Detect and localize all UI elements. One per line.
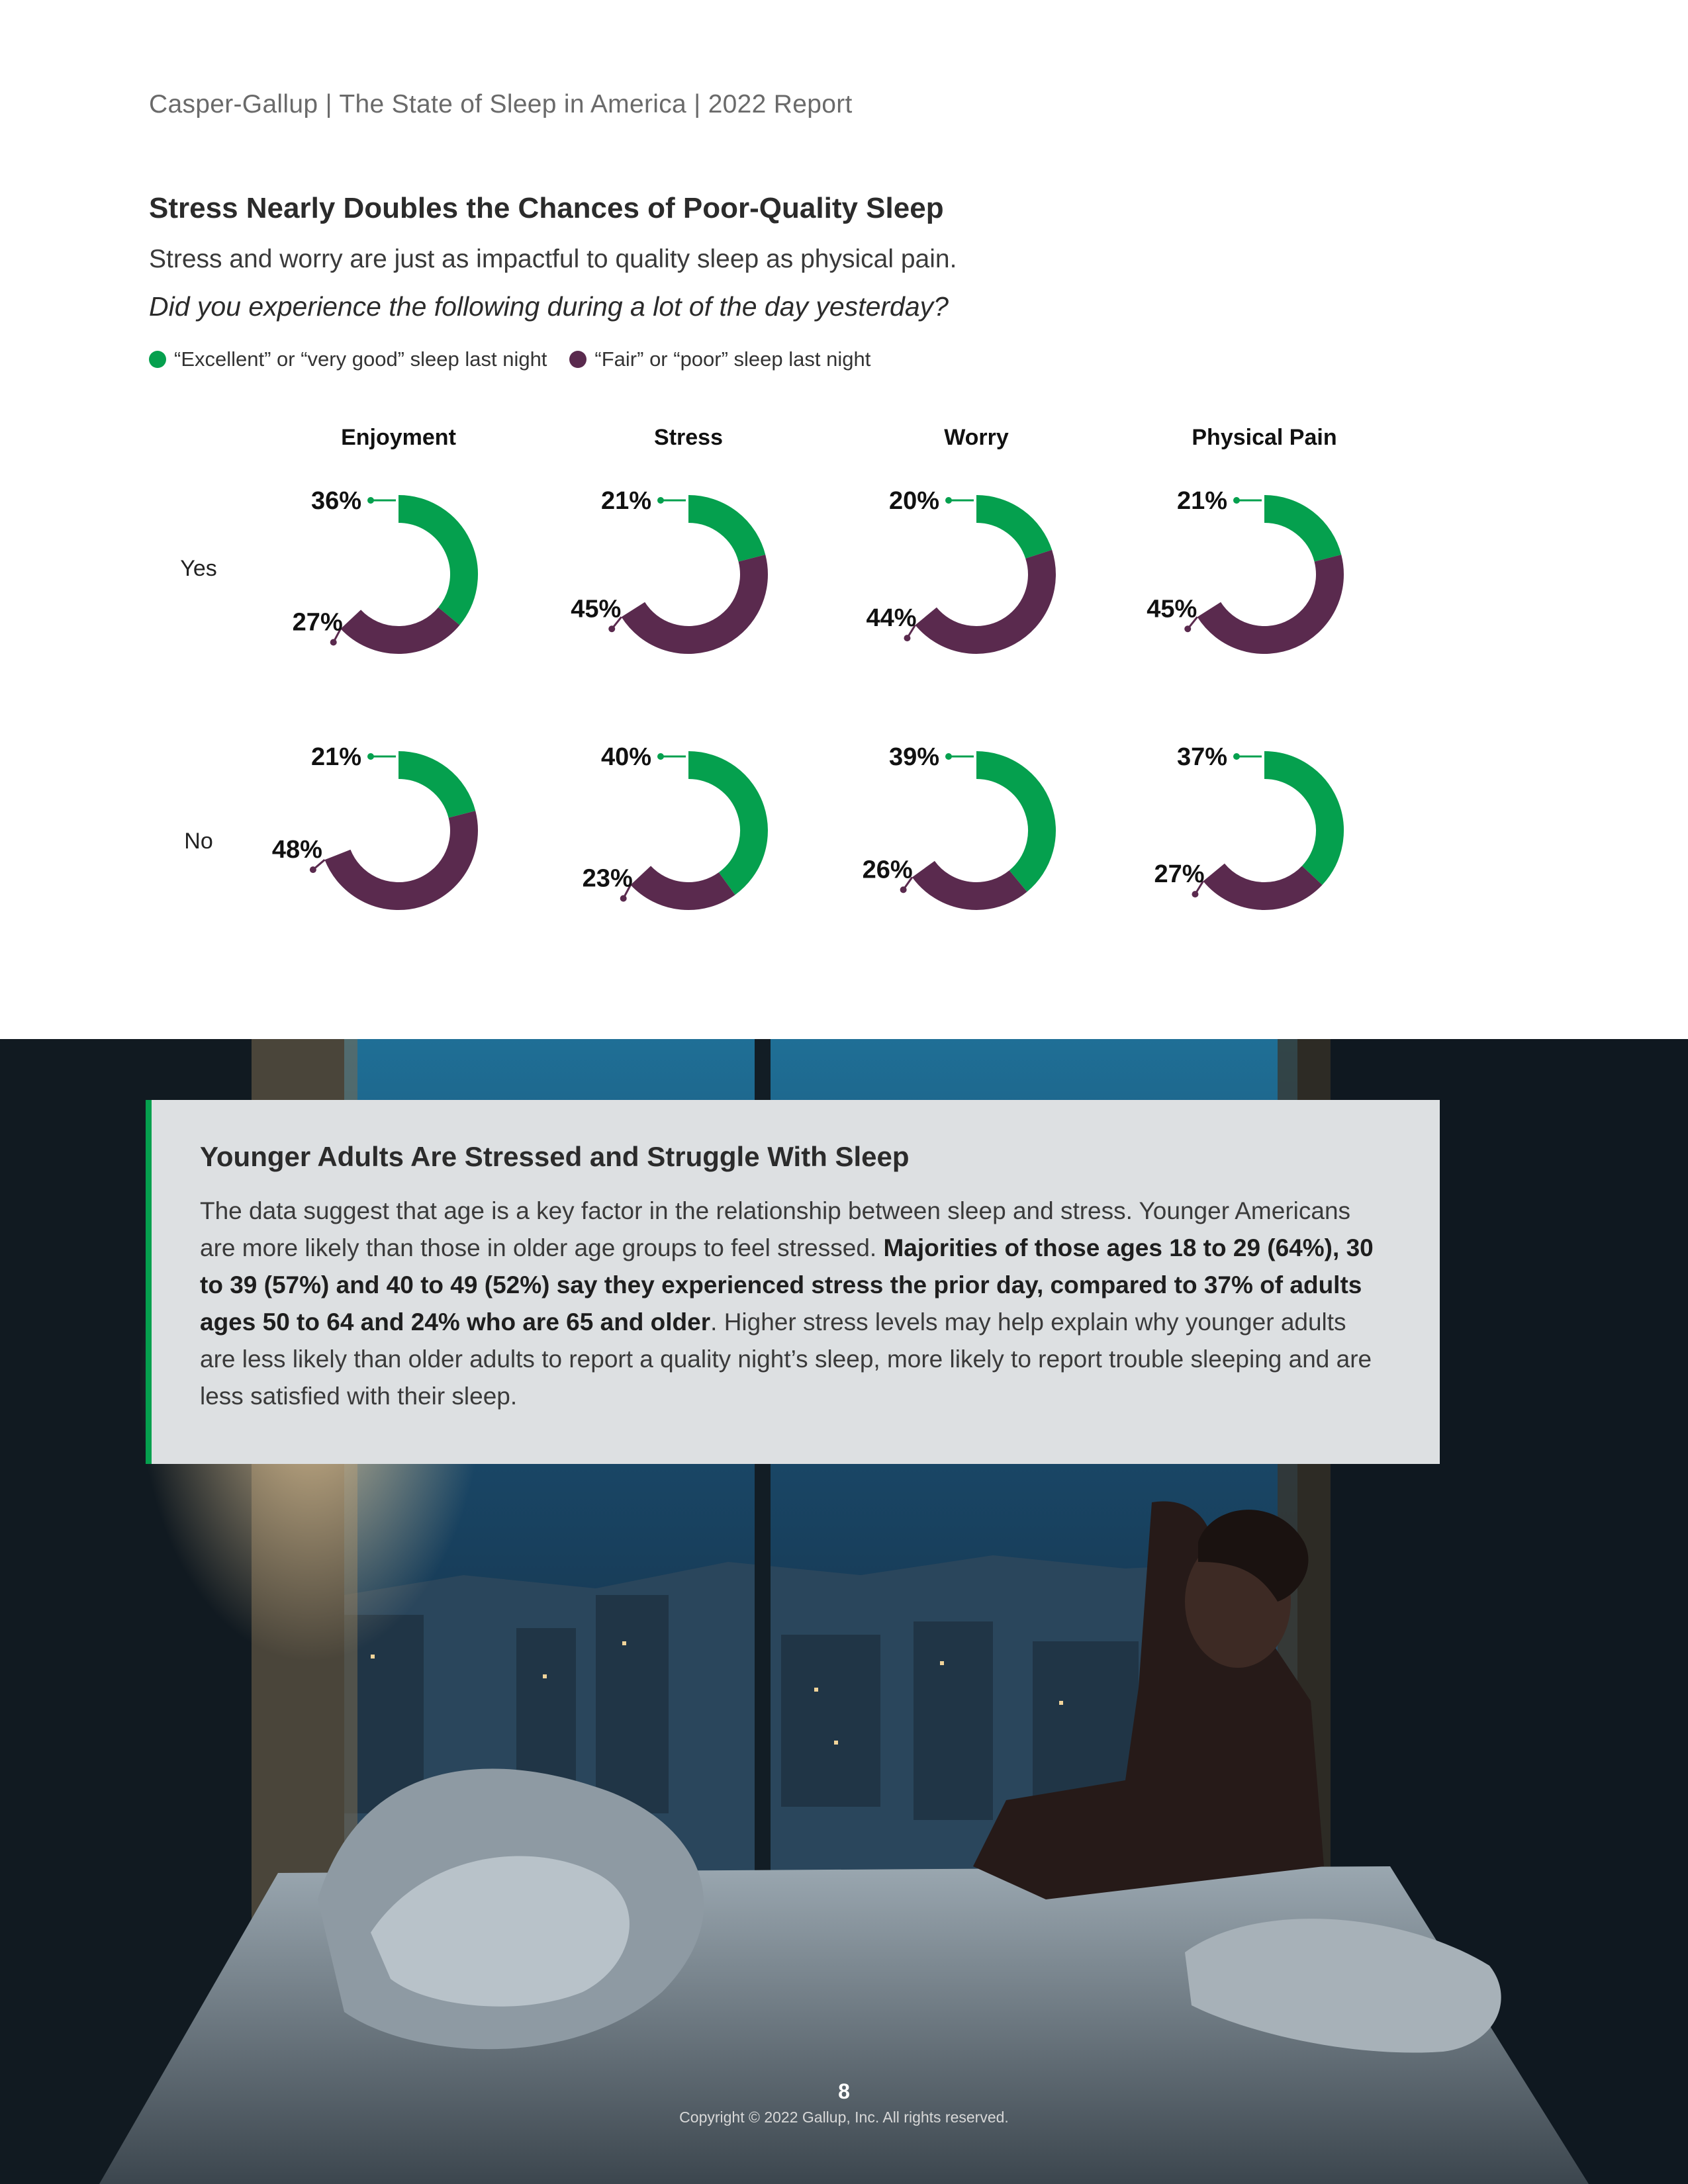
donut-poor-slice-no-1 xyxy=(641,876,727,896)
copyright-notice: Copyright © 2022 Gallup, Inc. All rights reserved. xyxy=(679,2109,1009,2126)
value-label-good-yes-0: 36% xyxy=(310,487,361,515)
section-title: Stress Nearly Doubles the Chances of Poor-Quality Sleep xyxy=(149,192,944,224)
legend-swatch-poor xyxy=(569,351,586,368)
value-label-poor-no-3: 27% xyxy=(1154,860,1205,889)
value-label-good-no-2: 39% xyxy=(888,743,939,771)
value-label-poor-yes-2: 44% xyxy=(866,604,917,633)
leader-dot-good-no-1 xyxy=(657,753,664,760)
value-label-poor-no-2: 26% xyxy=(862,856,913,884)
value-label-good-no-1: 40% xyxy=(600,743,651,771)
legend-label-poor: “Fair” or “poor” sleep last night xyxy=(594,347,871,371)
callout-text-1: The data suggest that age is a key factor in the relationship between sleep and stress. Younger Americans are more likely than those in older age groups to feel stressed. xyxy=(200,1197,1351,1261)
leader-dot-poor-yes-1 xyxy=(608,625,615,632)
leader-dot-poor-no-0 xyxy=(310,866,316,873)
donut-good-slice-yes-3 xyxy=(1264,509,1328,558)
leader-dot-poor-no-3 xyxy=(1192,891,1198,897)
page-number: 8 xyxy=(838,2079,850,2103)
leader-dot-poor-yes-0 xyxy=(330,639,337,645)
callout-box xyxy=(146,1100,1440,1464)
value-label-poor-yes-0: 27% xyxy=(292,608,343,637)
value-label-good-yes-1: 21% xyxy=(600,487,651,515)
row-label-no: No xyxy=(184,829,213,854)
donut-good-slice-no-2 xyxy=(976,765,1042,881)
donut-good-slice-yes-0 xyxy=(399,509,464,616)
value-label-good-yes-2: 20% xyxy=(888,487,939,515)
leader-dot-good-yes-0 xyxy=(367,497,374,504)
legend-item-good xyxy=(149,347,547,371)
value-label-poor-no-1: 23% xyxy=(582,864,633,893)
value-label-good-no-0: 21% xyxy=(310,743,361,771)
leader-dot-good-no-3 xyxy=(1233,753,1240,760)
leader-dot-poor-no-2 xyxy=(900,886,907,893)
donut-good-slice-yes-1 xyxy=(688,509,752,558)
column-header-1: Stress xyxy=(654,425,723,450)
value-label-poor-yes-3: 45% xyxy=(1147,595,1197,623)
callout-text-2: . Higher stress levels may help explain why younger adults are less likely than older adults to report a quality night’s sleep, more likely to report trouble sleeping and are less satisfied with their sleep. xyxy=(200,1308,1372,1410)
value-label-good-yes-3: 21% xyxy=(1176,487,1227,515)
callout-text-bold: Majorities of those ages 18 to 29 (64%), 30 to 39 (57%) and 40 to 49 (52%) say they experienced stress the prior day, compared to 37% of adults ages 50 to 64 and 24% who are 65 and older xyxy=(200,1234,1374,1336)
donut-good-slice-no-1 xyxy=(688,765,754,884)
donut-poor-slice-yes-0 xyxy=(351,616,449,640)
leader-dot-good-no-2 xyxy=(945,753,952,760)
report-header: Casper-Gallup | The State of Sleep in America | 2022 Report xyxy=(149,90,853,118)
chart-legend xyxy=(149,347,893,371)
leader-dot-good-yes-1 xyxy=(657,497,664,504)
leader-dot-poor-yes-2 xyxy=(904,635,910,641)
leader-dot-good-yes-2 xyxy=(945,497,952,504)
callout-body xyxy=(200,1193,1378,1415)
donut-poor-slice-yes-2 xyxy=(926,554,1042,640)
row-label-yes: Yes xyxy=(180,556,217,581)
donut-poor-slice-no-2 xyxy=(923,869,1018,896)
value-label-poor-yes-1: 45% xyxy=(571,595,622,623)
donut-good-slice-no-0 xyxy=(399,765,462,814)
leader-dot-good-no-0 xyxy=(367,753,374,760)
leader-dot-good-yes-3 xyxy=(1233,497,1240,504)
survey-question: Did you experience the following during a lot of the day yesterday? xyxy=(149,291,949,322)
legend-item-poor xyxy=(569,347,870,371)
donut-good-slice-no-3 xyxy=(1264,765,1330,876)
donut-good-slice-yes-2 xyxy=(976,509,1039,554)
value-label-poor-no-0: 48% xyxy=(271,836,322,864)
column-header-3: Physical Pain xyxy=(1192,425,1337,450)
leader-dot-poor-no-1 xyxy=(620,895,627,901)
callout-title: Younger Adults Are Stressed and Struggle With Sleep xyxy=(200,1141,910,1172)
donut-chart-grid xyxy=(0,397,1688,979)
leader-dot-poor-yes-3 xyxy=(1184,625,1191,632)
column-header-2: Worry xyxy=(944,425,1009,450)
donut-poor-slice-yes-3 xyxy=(1209,558,1330,640)
legend-swatch-good xyxy=(149,351,166,368)
donut-poor-slice-no-0 xyxy=(338,814,464,896)
column-header-0: Enjoyment xyxy=(341,425,456,450)
donut-poor-slice-yes-1 xyxy=(633,558,754,640)
donut-poor-slice-no-3 xyxy=(1214,872,1312,896)
value-label-good-no-3: 37% xyxy=(1176,743,1227,771)
section-subtitle: Stress and worry are just as impactful to quality sleep as physical pain. xyxy=(149,245,957,273)
legend-label-good: “Excellent” or “very good” sleep last night xyxy=(174,347,547,371)
